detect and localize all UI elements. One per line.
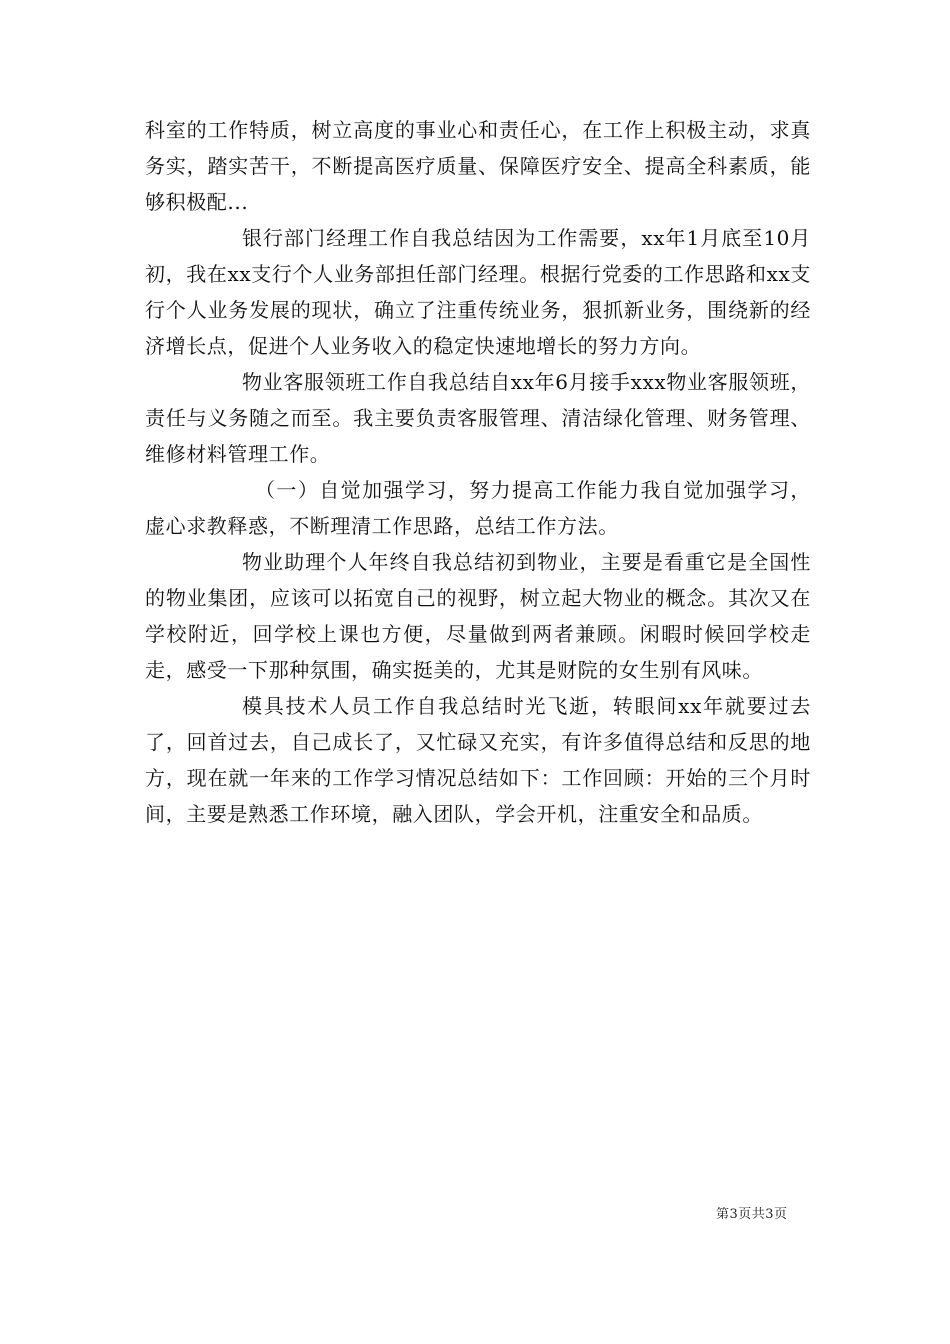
paragraph-mold-technician-summary: 模具技术人员工作自我总结时光飞逝，转眼间xx年就要过去了，回首过去，自己成长了，又忙碌又充实，有许多值得总结和反思的地方，现在就一年来的工作学习情况总结如下：工作回顾：开始的三个月时间，主要是熟悉工作环境，融入团队，学会开机，注重安全和品质。 xyxy=(145,694,811,826)
paragraph-property-service-summary: 物业客服领班工作自我总结自xx年6月接手xxx物业客服领班，责任与义务随之而至。我主要负责客服管理、清洁绿化管理、财务管理、维修材料管理工作。 xyxy=(145,370,811,466)
page-number-footer: 第3页共3页 xyxy=(716,1207,788,1222)
paragraph-self-study: （一）自觉加强学习，努力提高工作能力我自觉加强学习，虚心求教释惑，不断理清工作思路，总结工作方法。 xyxy=(145,478,811,538)
paragraph-bank-manager-summary: 银行部门经理工作自我总结因为工作需要，xx年1月底至10月初，我在xx支行个人业务部担任部门经理。根据行党委的工作思路和xx支行个人业务发展的现状，确立了注重传统业务，狠抓新业务，围绕新的经济增长点，促进个人业务收入的稳定快速地增长的努力方向。 xyxy=(145,226,811,358)
paragraph-continuation: 科室的工作特质，树立高度的事业心和责任心，在工作上积极主动，求真务实，踏实苦干，不断提高医疗质量、保障医疗安全、提高全科素质，能够积极配... xyxy=(145,118,811,214)
paragraph-property-assistant-summary: 物业助理个人年终自我总结初到物业，主要是看重它是全国性的物业集团，应该可以拓宽自己的视野，树立起大物业的概念。其次又在学校附近，回学校上课也方便，尽量做到两者兼顾。闲暇时候回学校走走，感受一下那种氛围，确实挺美的，尤其是财院的女生别有风味。 xyxy=(145,550,811,682)
document-body xyxy=(145,112,811,832)
